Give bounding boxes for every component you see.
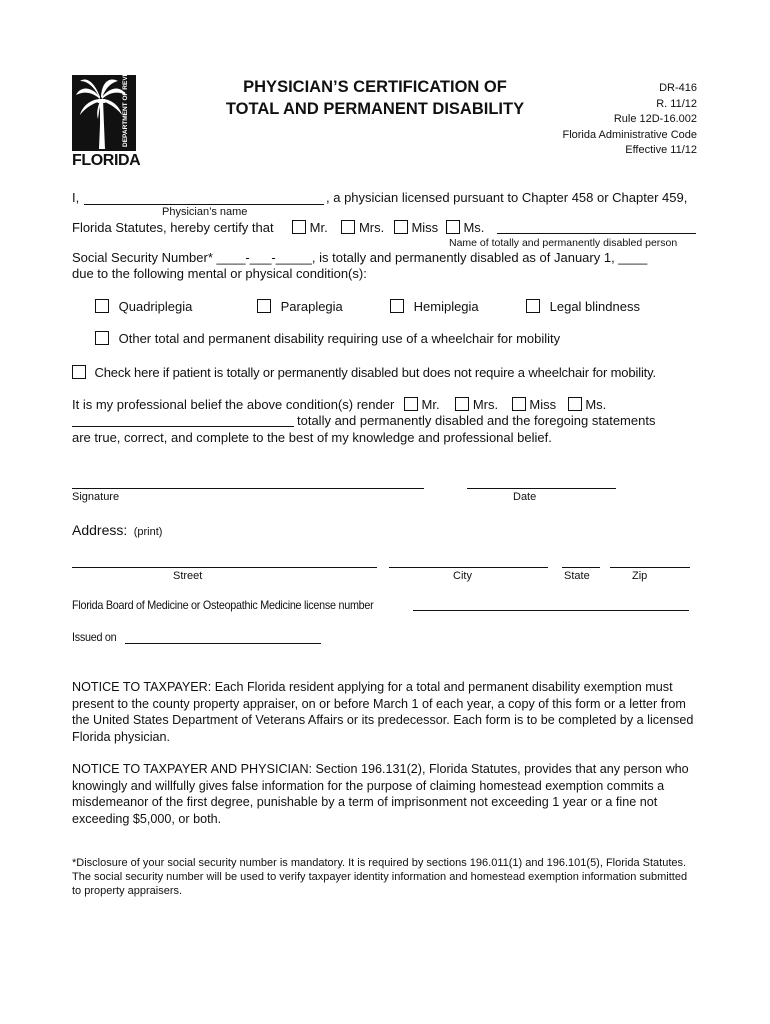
condition-quadriplegia bbox=[95, 299, 192, 315]
belief-statement bbox=[72, 397, 606, 413]
legal-blindness-checkbox[interactable] bbox=[526, 299, 540, 313]
agency-vertical-label bbox=[117, 58, 135, 150]
effective-date: Effective 11/12 bbox=[625, 144, 697, 156]
belief-miss-label: Miss bbox=[529, 397, 557, 412]
title-line-1: PHYSICIAN’S CERTIFICATION OF bbox=[243, 78, 507, 96]
condition-legal-blindness bbox=[526, 299, 640, 315]
paraplegia-checkbox[interactable] bbox=[257, 299, 271, 313]
belief-mr-checkbox[interactable] bbox=[404, 397, 418, 411]
mr-checkbox[interactable] bbox=[292, 220, 306, 234]
state-caption: State bbox=[564, 570, 590, 582]
belief-miss-checkbox[interactable] bbox=[512, 397, 526, 411]
statutes-text: Florida Statutes, hereby certify that bbox=[72, 220, 274, 235]
zip-caption: Zip bbox=[632, 570, 648, 582]
disabled-person-name-field[interactable] bbox=[497, 233, 696, 234]
license-number-field[interactable] bbox=[413, 610, 689, 611]
licensed-text: , a physician licensed pursuant to Chapter 458 or Chapter 459, bbox=[326, 190, 688, 205]
form-title bbox=[200, 76, 550, 120]
license-label: Florida Board of Medicine or Osteopathic Medicine license number bbox=[72, 598, 374, 612]
notice-taxpayer: NOTICE TO TAXPAYER: Each Florida resident applying for a total and permanent disability exemption must present to the county property appraiser, on or before March 1 of each year, a copy of this form or a letter from the United States Department of Veterans Affairs or its predecessor. Each form is to be completed by a licensed Florida physician. bbox=[72, 680, 694, 744]
quadriplegia-checkbox[interactable] bbox=[95, 299, 109, 313]
revision: R. 11/12 bbox=[656, 97, 697, 110]
legal-blindness-label: Legal blindness bbox=[549, 299, 640, 314]
state-field[interactable] bbox=[562, 567, 600, 568]
condition-hemiplegia bbox=[390, 299, 479, 315]
notice-taxpayer-physician: NOTICE TO TAXPAYER AND PHYSICIAN: Section 196.131(2), Florida Statutes, provides that any person who knowingly and willfully gives false information for the purpose of claiming homestead exemption commits a misdemeanor of the first degree, punishable by a term of imprisonment not exceeding 1 year or a fine not exceeding $5,000, or both. bbox=[72, 762, 689, 826]
signature-field[interactable] bbox=[72, 488, 424, 489]
mrs-checkbox[interactable] bbox=[341, 220, 355, 234]
person-name-caption: Name of totally and permanently disabled person bbox=[449, 237, 678, 249]
other-disability-checkbox[interactable] bbox=[95, 331, 109, 345]
due-text: due to the following mental or physical condition(s): bbox=[72, 266, 367, 281]
belief-mrs-checkbox[interactable] bbox=[455, 397, 469, 411]
date-field[interactable] bbox=[467, 488, 616, 489]
zip-field[interactable] bbox=[610, 567, 690, 568]
issued-label: Issued on bbox=[72, 630, 117, 644]
belief-mr-label: Mr. bbox=[421, 397, 440, 412]
signature-caption: Signature bbox=[72, 491, 120, 503]
ms-label: Ms. bbox=[463, 220, 485, 235]
belief-mrs-label: Mrs. bbox=[472, 397, 499, 412]
physician-name-caption: Physician’s name bbox=[162, 206, 248, 218]
ssn-disclosure: *Disclosure of your social security number is mandatory. It is required by sections 196.011(1) and 196.101(5), Florida Statutes. The social security number will be used to verify taxpayer identity information and homestead exemption information submitted to property appraisers. bbox=[72, 857, 688, 897]
rule-number: Rule 12D-16.002 bbox=[613, 113, 697, 125]
street-field[interactable] bbox=[72, 567, 377, 568]
belief-text: It is my professional belief the above condition(s) render bbox=[72, 397, 395, 412]
address-label: Address: bbox=[72, 522, 128, 538]
physician-name-field[interactable] bbox=[84, 204, 324, 205]
belief-ms-checkbox[interactable] bbox=[568, 397, 582, 411]
street-caption: Street bbox=[173, 570, 203, 582]
condition-no-wheelchair bbox=[72, 365, 656, 381]
belief-ms-label: Ms. bbox=[585, 397, 607, 412]
quadriplegia-label: Quadriplegia bbox=[118, 299, 193, 314]
no-wheelchair-checkbox[interactable] bbox=[72, 365, 86, 379]
title-options bbox=[292, 220, 484, 236]
city-caption: City bbox=[453, 570, 472, 582]
address-label-group bbox=[72, 522, 162, 540]
agency-name: DEPARTMENT OF REVENUE bbox=[122, 58, 129, 147]
city-field[interactable] bbox=[389, 567, 548, 568]
belief-line-3: are true, correct, and complete to the best of my knowledge and professional belief. bbox=[72, 430, 552, 445]
mrs-label: Mrs. bbox=[358, 220, 385, 235]
admin-code: Florida Administrative Code bbox=[562, 128, 697, 141]
i-label: I, bbox=[72, 190, 80, 205]
date-caption: Date bbox=[513, 491, 537, 503]
belief-line-2: totally and permanently disabled and the foregoing statements bbox=[297, 413, 656, 428]
belief-person-name-field[interactable] bbox=[72, 426, 294, 427]
paraplegia-label: Paraplegia bbox=[280, 299, 343, 314]
florida-wordmark: FLORIDA bbox=[72, 152, 141, 169]
form-info bbox=[562, 81, 697, 159]
print-label: (print) bbox=[133, 526, 163, 538]
ssn-text: Social Security Number* ____-___-_____, is totally and permanently disabled as of January 1, ____ bbox=[72, 250, 648, 265]
condition-paraplegia bbox=[257, 299, 343, 315]
miss-label: Miss bbox=[411, 220, 439, 235]
form-number: DR-416 bbox=[659, 82, 697, 94]
miss-checkbox[interactable] bbox=[394, 220, 408, 234]
title-line-2: TOTAL AND PERMANENT DISABILITY bbox=[225, 100, 525, 118]
hemiplegia-checkbox[interactable] bbox=[390, 299, 404, 313]
ms-checkbox[interactable] bbox=[446, 220, 460, 234]
no-wheelchair-label: Check here if patient is totally or permanently disabled but does not require a wheelchair for mobility. bbox=[94, 365, 656, 380]
other-disability-label: Other total and permanent disability requiring use of a wheelchair for mobility bbox=[118, 331, 561, 346]
condition-other bbox=[95, 331, 560, 347]
issued-date-field[interactable] bbox=[125, 643, 321, 644]
mr-label: Mr. bbox=[309, 220, 328, 235]
hemiplegia-label: Hemiplegia bbox=[413, 299, 479, 314]
